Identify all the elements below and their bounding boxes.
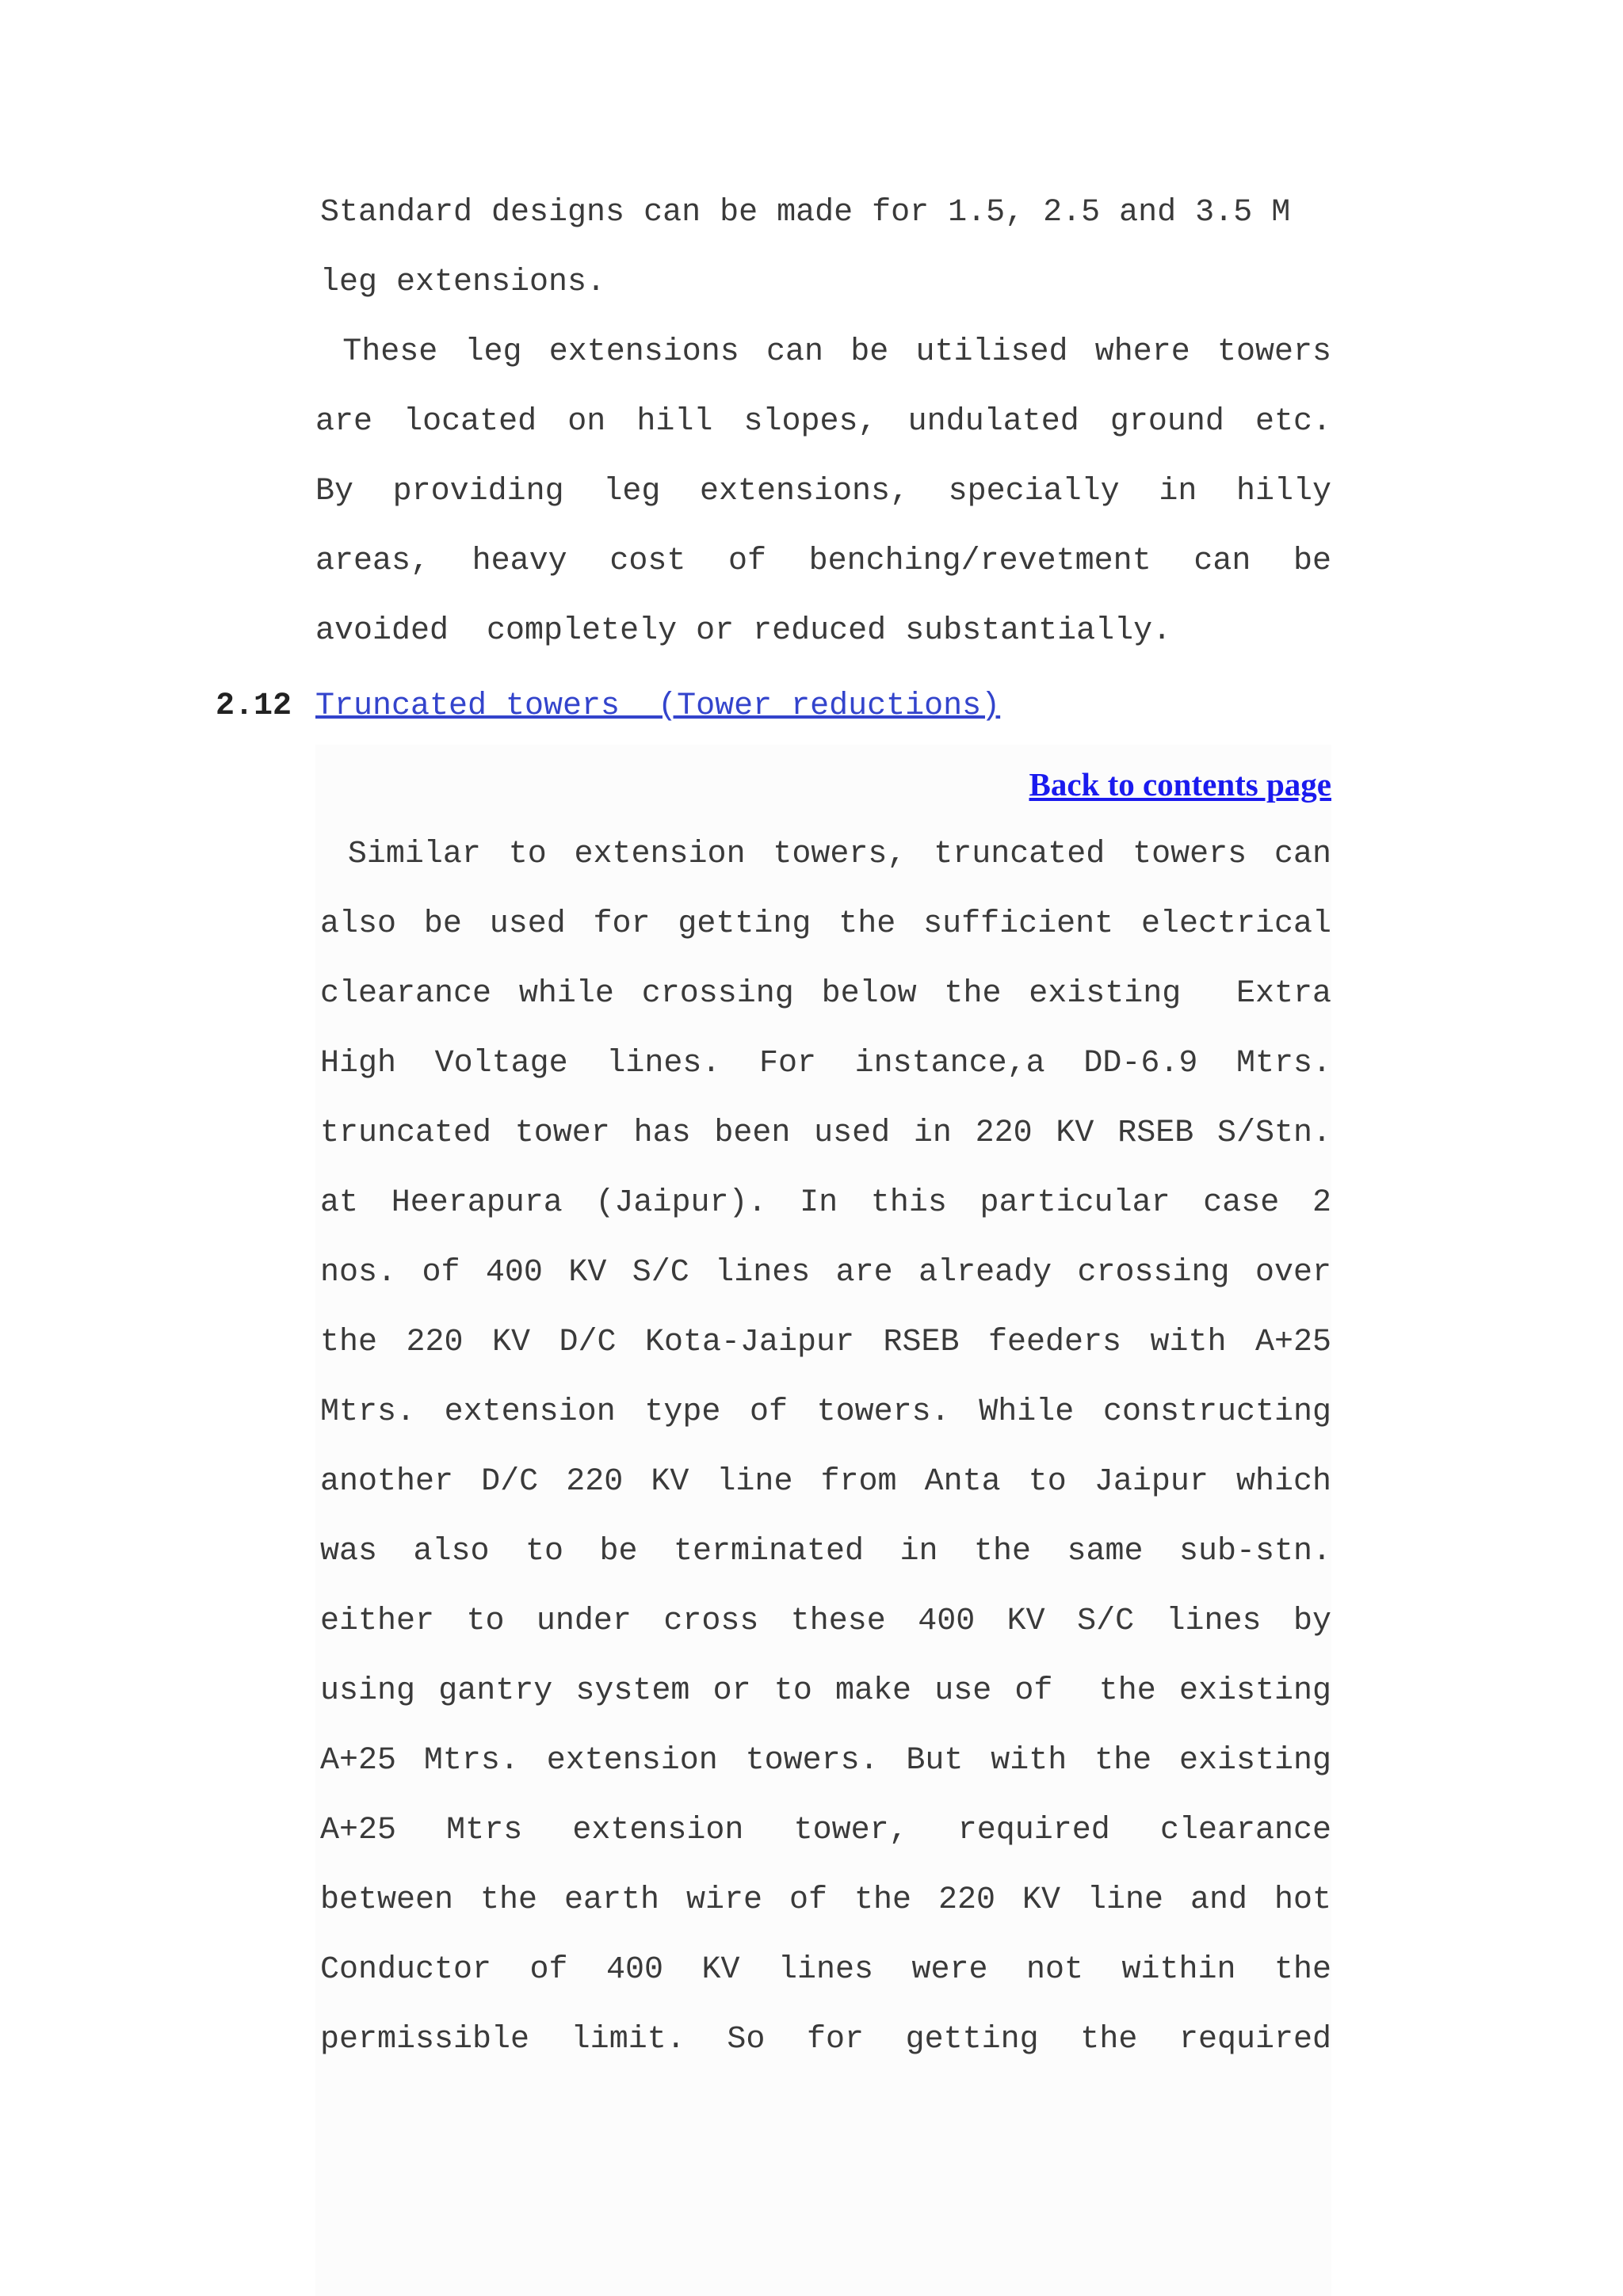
section-number: 2.12 bbox=[216, 688, 292, 724]
body-line-10: another D/C 220 KV line from Anta to Jaipur which bbox=[320, 1464, 1331, 1500]
body-line-9: Mtrs. extension type of towers. While constructing bbox=[320, 1394, 1331, 1430]
body-line-15: A+25 Mtrs extension tower, required clearance bbox=[320, 1813, 1331, 1848]
back-to-contents-link[interactable]: Back to contents page bbox=[1029, 766, 1331, 803]
body-line-12: either to under cross these 400 KV S/C lines by bbox=[320, 1604, 1331, 1639]
body-line-11: was also to be terminated in the same sub-stn. bbox=[320, 1534, 1331, 1569]
intro-line-4: are located on hill slopes, undulated ground etc. bbox=[315, 404, 1331, 440]
body-line-6: at Heerapura (Jaipur). In this particular case 2 bbox=[320, 1185, 1331, 1221]
body-line-16: between the earth wire of the 220 KV line and hot bbox=[320, 1882, 1331, 1918]
body-line-14: A+25 Mtrs. extension towers. But with the existing bbox=[320, 1743, 1331, 1779]
body-line-8: the 220 KV D/C Kota-Jaipur RSEB feeders with A+25 bbox=[320, 1325, 1331, 1360]
body-line-5: truncated tower has been used in 220 KV RSEB S/Stn. bbox=[320, 1116, 1331, 1151]
body-line-2: also be used for getting the sufficient electrical bbox=[320, 906, 1331, 942]
intro-line-7: avoided completely or reduced substantially. bbox=[315, 613, 1172, 649]
body-line-17: Conductor of 400 KV lines were not within the bbox=[320, 1952, 1331, 1988]
intro-line-6: areas, heavy cost of benching/revetment can be bbox=[315, 543, 1331, 579]
body-line-18: permissible limit. So for getting the required bbox=[320, 2022, 1331, 2058]
section-title-link[interactable]: Truncated towers (Tower reductions) bbox=[315, 688, 1001, 724]
intro-line-2: leg extensions. bbox=[320, 265, 606, 300]
body-line-1: Similar to extension towers, truncated towers can bbox=[320, 837, 1331, 872]
intro-line-1: Standard designs can be made for 1.5, 2.5 and 3.5 M bbox=[320, 195, 1291, 231]
intro-line-3: These leg extensions can be utilised where towers bbox=[315, 334, 1331, 370]
body-line-7: nos. of 400 KV S/C lines are already crossing over bbox=[320, 1255, 1331, 1291]
body-line-3: clearance while crossing below the existing Extra bbox=[320, 976, 1331, 1012]
body-line-4: High Voltage lines. For instance,a DD-6.9 Mtrs. bbox=[320, 1046, 1331, 1081]
intro-line-5: By providing leg extensions, specially in hilly bbox=[315, 474, 1331, 509]
body-line-13: using gantry system or to make use of the existing bbox=[320, 1673, 1331, 1709]
